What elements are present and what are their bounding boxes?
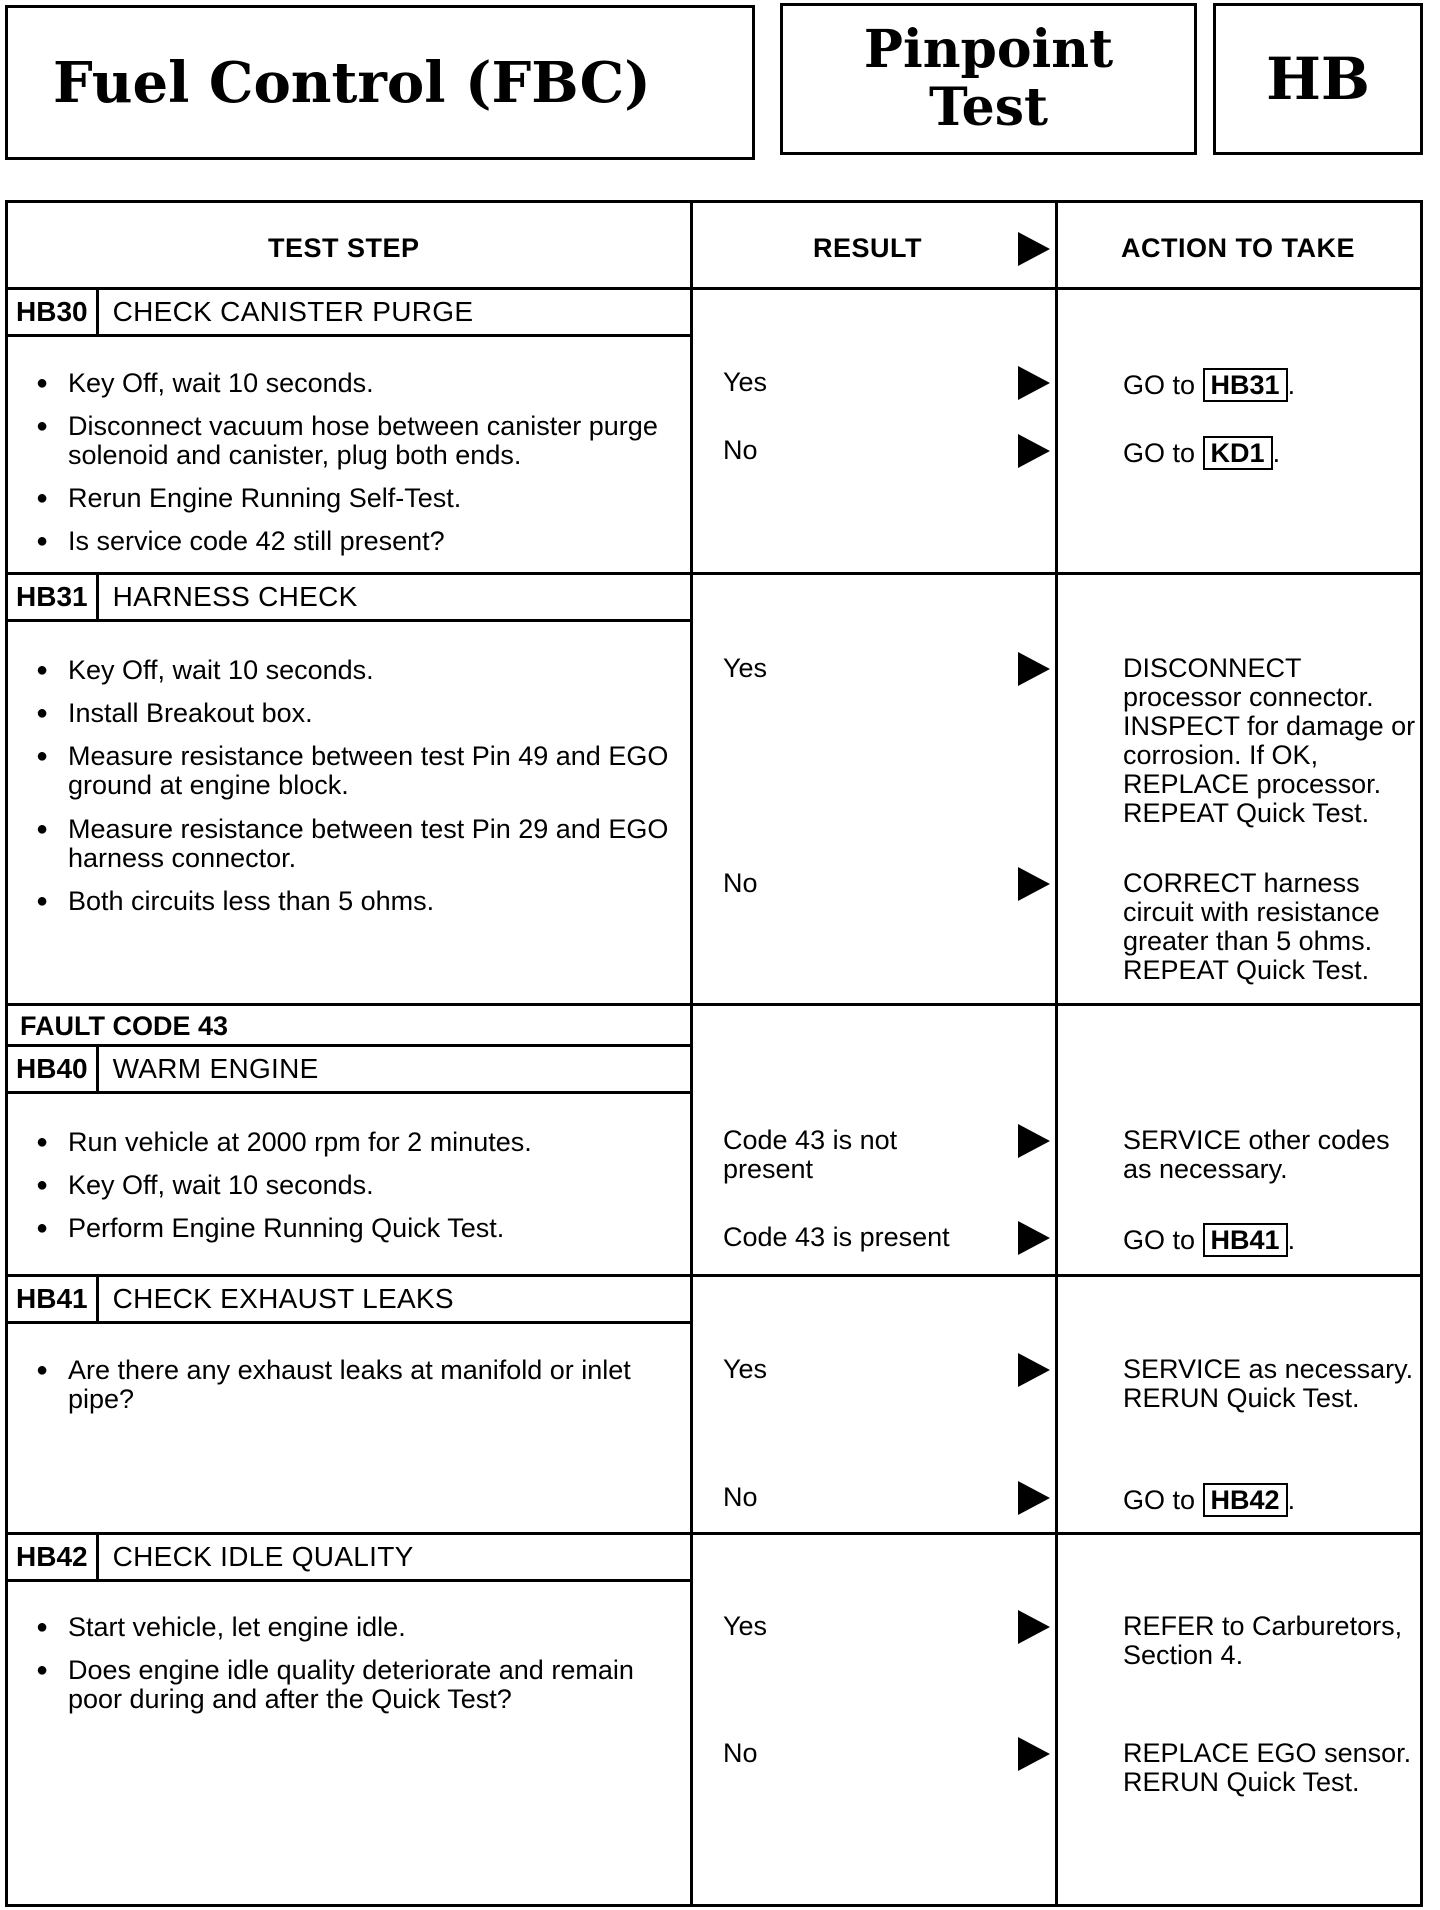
result-text: Yes	[723, 1354, 768, 1384]
step-id: HB40	[8, 1047, 99, 1091]
bullet-item: ● Measure resistance between test Pin 29 and EGO harness connector.	[36, 815, 676, 873]
step-id: HB30	[8, 290, 99, 334]
arrow-icon	[1018, 867, 1050, 901]
step-reference: KD1	[1203, 436, 1273, 470]
step-title: HARNESS CHECK	[112, 581, 358, 612]
arrow-icon	[1018, 1481, 1050, 1515]
arrow-icon	[1018, 1353, 1050, 1387]
action-text	[1123, 368, 1423, 402]
action-suffix: .	[1287, 370, 1296, 400]
step-id: HB41	[8, 1277, 99, 1321]
bullet-item: ● Install Breakout box.	[36, 699, 676, 728]
step-label-hb40	[8, 1047, 690, 1091]
step-reference: HB41	[1203, 1223, 1288, 1257]
step-title: WARM ENGINE	[112, 1053, 319, 1084]
bullet-item: ● Both circuits less than 5 ohms.	[36, 887, 676, 916]
arrow-icon	[1018, 652, 1050, 686]
arrow-icon	[1018, 434, 1050, 468]
label-underline	[8, 334, 690, 337]
test-code: HB	[1266, 45, 1370, 113]
step-label-hb41	[8, 1277, 690, 1321]
action-prefix: GO to	[1123, 1485, 1196, 1515]
step-reference: HB42	[1203, 1483, 1288, 1517]
bullet-item: ● Measure resistance between test Pin 49 and EGO ground at engine block.	[36, 742, 676, 800]
label-underline	[8, 619, 690, 622]
bullet-item: ● Is service code 42 still present?	[36, 527, 676, 556]
action-text: REPLACE EGO sensor. RERUN Quick Test.	[1123, 1738, 1412, 1797]
step-label-hb31	[8, 575, 690, 619]
action-prefix: GO to	[1123, 438, 1196, 468]
column-divider-1	[690, 203, 693, 1904]
action-text: DISCONNECT processor connector. INSPECT for damage or corrosion. If OK, REPLACE processor. REPEAT Quick Test.	[1123, 653, 1416, 828]
label-underline	[8, 1091, 690, 1094]
pinpoint-line-1: Pinpoint	[863, 19, 1114, 80]
bullet-item: ● Disconnect vacuum hose between canister purge solenoid and canister, plug both ends.	[36, 412, 676, 470]
step-label-hb30	[8, 290, 690, 334]
action-suffix: .	[1287, 1225, 1296, 1255]
result-text: Yes	[723, 653, 768, 683]
action-text: SERVICE as necessary. RERUN Quick Test.	[1123, 1354, 1414, 1413]
action-prefix: GO to	[1123, 370, 1196, 400]
step-id: HB31	[8, 575, 99, 619]
action-text: REFER to Carburetors, Section 4.	[1123, 1611, 1403, 1670]
column-header-test-step: TEST STEP	[268, 233, 420, 263]
arrow-icon	[1018, 232, 1050, 266]
label-underline	[8, 1321, 690, 1324]
title-text: Fuel Control (FBC)	[53, 49, 651, 116]
result-text: No	[723, 1738, 758, 1768]
bullet-item: ● Rerun Engine Running Self-Test.	[36, 484, 676, 513]
test-code-box	[1213, 3, 1423, 155]
result-text: Code 43 is present	[723, 1222, 950, 1252]
column-divider-2	[1055, 203, 1058, 1904]
label-underline	[8, 1579, 690, 1582]
result-text: Yes	[723, 367, 768, 397]
step-label-hb42	[8, 1535, 690, 1579]
action-suffix: .	[1287, 1485, 1296, 1515]
bullet-item: ● Run vehicle at 2000 rpm for 2 minutes.	[36, 1128, 676, 1157]
arrow-icon	[1018, 1610, 1050, 1644]
step-reference: HB31	[1203, 368, 1288, 402]
action-prefix: GO to	[1123, 1225, 1196, 1255]
result-text: No	[723, 868, 758, 898]
bullet-item: ● Start vehicle, let engine idle.	[36, 1613, 676, 1642]
bullet-item: ● Perform Engine Running Quick Test.	[36, 1214, 676, 1243]
step-title: CHECK CANISTER PURGE	[112, 296, 474, 327]
bullet-item: ● Does engine idle quality deteriorate and remain poor during and after the Quick Test?	[36, 1656, 676, 1714]
action-text	[1123, 1223, 1423, 1257]
pinpoint-line-2: Test	[928, 77, 1049, 138]
arrow-icon	[1018, 1124, 1050, 1158]
pinpoint-label	[864, 21, 1113, 137]
action-text: SERVICE other codes as necessary.	[1123, 1125, 1390, 1184]
fault-code-heading: FAULT CODE 43	[20, 1011, 229, 1041]
step-title: CHECK IDLE QUALITY	[112, 1541, 414, 1572]
action-text	[1123, 436, 1423, 470]
action-text: CORRECT harness circuit with resistance greater than 5 ohms. REPEAT Quick Test.	[1123, 868, 1380, 985]
arrow-icon	[1018, 1221, 1050, 1255]
result-text: Code 43 is not present	[723, 1125, 898, 1184]
result-text: Yes	[723, 1611, 768, 1641]
bullet-item: ● Key Off, wait 10 seconds.	[36, 369, 676, 398]
result-text: No	[723, 435, 758, 465]
arrow-icon	[1018, 1737, 1050, 1771]
document-title	[5, 5, 755, 160]
bullet-item: ● Key Off, wait 10 seconds.	[36, 1171, 676, 1200]
action-suffix: .	[1272, 438, 1281, 468]
column-header-result: RESULT	[813, 233, 922, 263]
step-id: HB42	[8, 1535, 99, 1579]
pinpoint-test-box	[780, 3, 1197, 155]
arrow-icon	[1018, 366, 1050, 400]
pinpoint-table	[5, 200, 1423, 1907]
bullet-item: ● Are there any exhaust leaks at manifold or inlet pipe?	[36, 1356, 676, 1414]
result-text: No	[723, 1482, 758, 1512]
row-divider	[8, 1003, 1420, 1006]
bullet-item: ● Key Off, wait 10 seconds.	[36, 656, 676, 685]
action-text	[1123, 1483, 1423, 1517]
step-title: CHECK EXHAUST LEAKS	[112, 1283, 454, 1314]
column-header-action: ACTION TO TAKE	[1121, 233, 1355, 263]
